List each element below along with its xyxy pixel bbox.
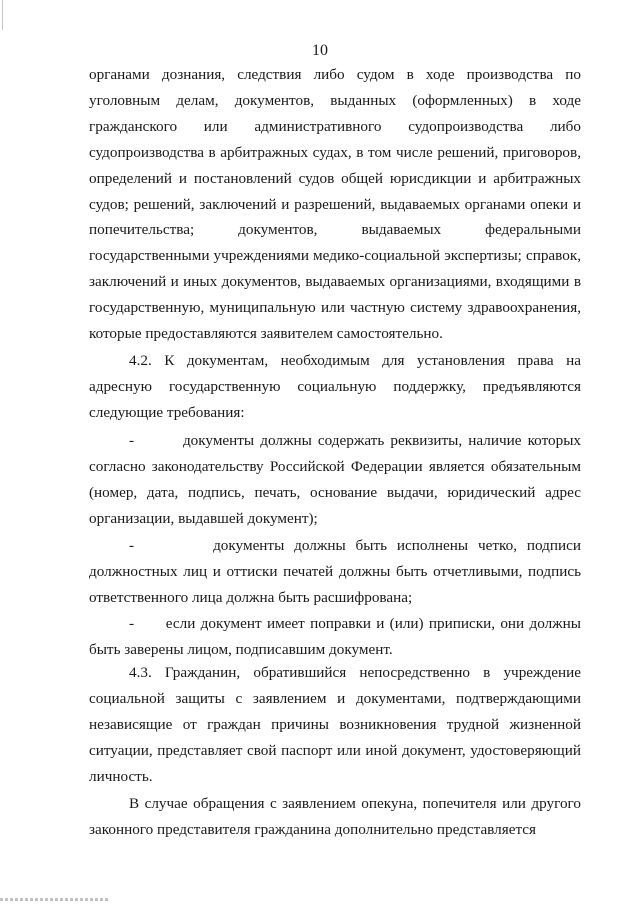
paragraph-4-2 — [89, 348, 581, 426]
paragraph-guardian — [89, 791, 581, 843]
paragraph-text: 4.3. Гражданин, обратившийся непосредственно в учреждение социальной защиты с заявлением и документами, подтверждающими независящие от граждан причины возникновения трудной жизненной ситуации, представляет свой паспорт или иной документ, удостоверяющий личность. — [89, 664, 581, 785]
requirement-text: - документы должны быть исполнены четко, подписи должностных лиц и оттиски печатей должны быть отчетливыми, подпись ответственного лица должна быть расшифрована; — [89, 537, 581, 606]
requirement-text: - если документ имеет поправки и (или) приписки, они должны быть заверены лицом, подписавшим документ. — [89, 615, 581, 658]
requirement-text: - документы должны содержать реквизиты, наличие которых согласно законодательству Российской Федерации является обязательным (номер, дата, подпись, печать, основание выдачи, юридический адрес организации, выдавшей документ); — [89, 432, 581, 527]
paragraph-text: 4.2. К документам, необходимым для установления права на адресную государственную социальную поддержку, предъявляются следующие требования: — [89, 352, 581, 421]
requirement-item-2 — [89, 533, 581, 611]
scan-footer-mark — [0, 898, 110, 901]
requirement-item-3 — [89, 611, 581, 663]
paragraph-text: органами дознания, следствия либо судом в ходе производства по уголовным делам, документов, выданных (оформленных) в ходе гражданского или административного судопроизводства либо судопроизводства в арбитражных судах, в том числе решений, приговоров, определений и постановлений судов общей юрисдикции и арбитражных судов; решений, заключений и разрешений, выдаваемых органами опеки и попечительства; документов, выдаваемых федеральными государственными учреждениями медико-социальной экспертизы; справок, заключений и иных документов, выдаваемых организациями, входящими в государственную, муниципальную или частную систему здравоохранения, которые предоставляются заявителем самостоятельно. — [89, 66, 581, 343]
paragraph-4-3 — [89, 660, 581, 790]
page-number: 10 — [312, 42, 328, 59]
paragraph-continuation — [89, 62, 581, 347]
scan-edge-mark — [2, 0, 3, 30]
paragraph-text: В случае обращения с заявлением опекуна, попечителя или другого законного представителя гражданина дополнительно представляется — [89, 795, 581, 838]
requirement-item-1 — [89, 428, 581, 532]
